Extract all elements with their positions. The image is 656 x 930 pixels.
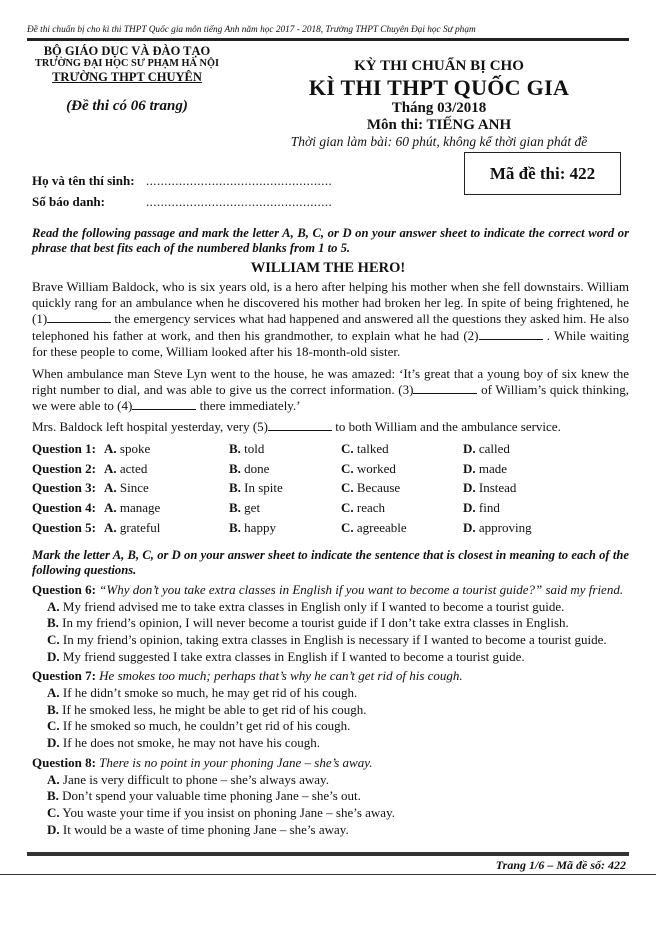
question-text: There is no point in your phoning Jane – she’s away.: [95, 754, 373, 770]
option-letter: B.: [47, 788, 59, 804]
passage-title: WILLIAM THE HERO!: [250, 260, 406, 276]
cloze-questions: [27, 439, 629, 538]
candidate-name-dots[interactable]: ...................................................: [146, 173, 333, 188]
option-text: My friend advised me to take extra classes in English only if I wanted to become a tourist guide.: [59, 598, 565, 614]
option-letter: D.: [463, 520, 476, 536]
passage-paragraph-1: [27, 279, 629, 360]
option-b[interactable]: [229, 518, 341, 538]
question-text: He smokes too much; perhaps that’s why he can’t get rid of his cough.: [95, 668, 463, 684]
header-note: Đề thi chuẩn bị cho kì thi THPT Quốc gia môn tiếng Anh năm học 2017 - 2018, Trường THPT Chuyên Đại học Sư phạm: [27, 25, 476, 35]
question-row-2: [32, 459, 629, 479]
question-label: Question 1:: [32, 440, 96, 456]
blank-3: [413, 382, 477, 394]
option-a[interactable]: [104, 439, 229, 459]
option-letter: D.: [47, 821, 60, 837]
candidate-fields-row: [27, 152, 629, 212]
option-text: spoke: [119, 440, 151, 456]
page-footer: Trang 1/6 – Mã đề số: 422: [495, 858, 626, 873]
blank-5: [268, 419, 332, 431]
blank-1: [47, 311, 111, 323]
option-b[interactable]: [229, 478, 341, 498]
option-c[interactable]: [341, 478, 463, 498]
question-row-1: [32, 439, 629, 459]
option-letter: D.: [463, 500, 476, 516]
exam-date: Tháng 03/2018: [391, 100, 487, 116]
option-b[interactable]: [32, 788, 629, 805]
option-letter: A.: [104, 440, 117, 456]
option-text: find: [478, 500, 500, 516]
option-c[interactable]: [32, 718, 629, 735]
option-d[interactable]: [32, 822, 629, 839]
header-row: [27, 44, 629, 150]
candidate-name-field[interactable]: [32, 170, 332, 191]
ministry-name: BỘ GIÁO DỤC VÀ ĐÀO TẠO: [43, 44, 211, 58]
option-text: acted: [119, 460, 148, 476]
option-text: Instead: [478, 480, 517, 496]
question-row-3: [32, 478, 629, 498]
question-stem: [32, 582, 629, 599]
option-text: approving: [478, 520, 532, 536]
option-a[interactable]: [32, 685, 629, 702]
option-text: In my friend’s opinion, I will never become a tourist guide if I don’t take extra classes in English.: [58, 615, 569, 631]
exam-code-box: Mã đề thi: 422: [464, 152, 621, 195]
option-letter: A.: [104, 480, 117, 496]
p1-text-b: the emergency services what had happened and answered all the questions they asked him. He also telephoned his father at work, and then his grandmother, to explain what he had (2): [32, 311, 629, 343]
option-letter: B.: [47, 615, 59, 631]
page-count-note: (Đề thi có 06 trang): [66, 98, 188, 114]
blank-2: [479, 328, 543, 340]
passage-paragraph-3: [27, 419, 629, 435]
option-a[interactable]: [32, 599, 629, 616]
option-text: If he smoked so much, he couldn’t get rid of his cough.: [59, 718, 351, 734]
option-text: agreeable: [356, 520, 407, 536]
option-d[interactable]: [32, 649, 629, 666]
option-letter: C.: [47, 804, 60, 820]
exam-heading: [259, 58, 619, 150]
option-letter: C.: [341, 500, 354, 516]
footer-edge-line: [0, 874, 656, 875]
option-text: Jane is very difficult to phone – she’s always away.: [59, 771, 329, 787]
candidate-name-label: Họ và tên thí sinh:: [32, 173, 135, 188]
question-text: “Why don’t you take extra classes in English if you want to become a tourist guide?” said my friend.: [95, 581, 624, 597]
blank-4: [132, 398, 196, 410]
p1-text-a: Brave William Baldock, who is six years old, is a hero after helping his mother when she fell downstairs. William quickly rang for an ambulance when he discovered his mother had broken her leg. In spite of being frightened, he (1): [32, 279, 629, 327]
option-text: Because: [356, 480, 401, 496]
option-letter: D.: [47, 735, 60, 751]
university-name: TRƯỜNG ĐẠI HỌC SƯ PHẠM HÀ NỘI: [34, 58, 219, 69]
option-letter: A.: [104, 520, 117, 536]
option-letter: D.: [47, 648, 60, 664]
candidate-id-field[interactable]: [32, 191, 332, 212]
option-letter: A.: [104, 500, 117, 516]
question-label: Question 2:: [32, 460, 96, 476]
option-letter: A.: [47, 685, 60, 701]
question-row-5: [32, 518, 629, 538]
school-name: TRƯỜNG THPT CHUYÊN: [52, 70, 202, 84]
option-text: In my friend’s opinion, taking extra classes in English is necessary if I wanted to become a tourist guide.: [59, 631, 607, 647]
option-c[interactable]: [341, 518, 463, 538]
footer-rule: [27, 852, 629, 856]
option-a[interactable]: [104, 498, 229, 518]
option-d[interactable]: [32, 735, 629, 752]
question-stem: [32, 668, 629, 685]
option-b[interactable]: [229, 439, 341, 459]
header-rule: [27, 38, 629, 41]
option-text: happy: [244, 520, 276, 536]
option-text: reach: [356, 500, 386, 516]
passage-paragraph-2: [27, 366, 629, 415]
option-text: In spite: [244, 480, 283, 496]
p3-text-b: to both William and the ambulance service.: [331, 418, 561, 434]
option-b[interactable]: [229, 498, 341, 518]
option-letter: D.: [463, 460, 476, 476]
exam-title: KÌ THI THPT QUỐC GIA: [308, 75, 570, 100]
option-text: manage: [119, 500, 161, 516]
option-letter: D.: [463, 480, 476, 496]
option-text: Don’t spend your valuable time phoning Jane – she’s out.: [58, 788, 361, 804]
question-8: [27, 755, 629, 839]
option-text: get: [244, 500, 261, 516]
exam-subtitle: KỲ THI CHUẨN BỊ CHO: [354, 58, 524, 74]
option-text: It would be a waste of time phoning Jane – she’s away.: [59, 821, 349, 837]
question-7: [27, 668, 629, 752]
question-label: Question 7:: [32, 668, 96, 684]
option-text: worked: [356, 460, 396, 476]
candidate-id-dots[interactable]: ...................................................: [146, 194, 333, 209]
option-text: called: [478, 440, 510, 456]
option-a[interactable]: [104, 518, 229, 538]
p2-text-a: When ambulance man Steve Lyn went to the house, he was amazed: ‘It’s great that a young boy of six knew the right number to dial, and was able to give us the correct information. (3): [32, 366, 629, 398]
option-letter: A.: [104, 460, 117, 476]
option-d[interactable]: [463, 478, 516, 498]
p2-text-b: of William’s quick thinking, we were able to (4): [32, 382, 629, 414]
option-letter: C.: [341, 480, 354, 496]
option-d[interactable]: [463, 518, 532, 538]
option-text: made: [478, 460, 508, 476]
option-text: My friend suggested I take extra classes in English if I wanted to become a tourist guide.: [59, 648, 525, 664]
option-b[interactable]: [32, 615, 629, 632]
option-text: Since: [119, 480, 149, 496]
option-text: grateful: [119, 520, 161, 536]
p2-text-c: there immediately.’: [196, 398, 301, 414]
option-letter: B.: [47, 701, 59, 717]
option-letter: A.: [47, 598, 60, 614]
option-text: You waste your time if you insist on phoning Jane – she’s away.: [59, 804, 395, 820]
option-text: If he didn’t smoke so much, he may get rid of his cough.: [59, 685, 358, 701]
option-d[interactable]: [463, 439, 510, 459]
question-label: Question 6:: [32, 581, 96, 597]
option-letter: C.: [341, 460, 354, 476]
question-label: Question 8:: [32, 754, 96, 770]
option-c[interactable]: [341, 459, 463, 479]
option-a[interactable]: [104, 459, 229, 479]
option-letter: B.: [229, 440, 241, 456]
option-text: If he does not smoke, he may not have his cough.: [59, 735, 320, 751]
option-letter: D.: [463, 440, 476, 456]
exam-duration: Thời gian làm bài: 60 phút, không kể thời gian phát đề: [290, 134, 588, 149]
organization-block: [27, 44, 227, 115]
question-label: Question 5:: [32, 520, 96, 536]
option-text: done: [244, 460, 270, 476]
section2-instruction: Mark the letter A, B, C, or D on your answer sheet to indicate the sentence that is closest in meaning to each of the following questions.: [32, 547, 629, 577]
option-letter: B.: [229, 460, 241, 476]
p3-text-a: Mrs. Baldock left hospital yesterday, very (5): [32, 418, 268, 434]
option-c[interactable]: [341, 498, 463, 518]
option-d[interactable]: [463, 498, 500, 518]
option-b[interactable]: [32, 702, 629, 719]
option-c[interactable]: [32, 632, 629, 649]
candidate-fields: [32, 152, 332, 212]
option-c[interactable]: [341, 439, 463, 459]
option-d[interactable]: [463, 459, 507, 479]
question-row-4: [32, 498, 629, 518]
candidate-id-label: Số báo danh:: [32, 194, 105, 209]
option-a[interactable]: [104, 478, 229, 498]
option-c[interactable]: [32, 805, 629, 822]
question-stem: [32, 755, 629, 772]
option-letter: C.: [47, 631, 60, 647]
option-letter: C.: [341, 520, 354, 536]
section1-instruction: Read the following passage and mark the letter A, B, C, or D on your answer sheet to indicate the correct word or phrase that best fits each of the numbered blanks from 1 to 5.: [32, 226, 629, 255]
option-letter: B.: [229, 500, 241, 516]
option-text: told: [244, 440, 265, 456]
option-letter: C.: [47, 718, 60, 734]
question-label: Question 3:: [32, 480, 96, 496]
option-letter: B.: [229, 480, 241, 496]
option-b[interactable]: [229, 459, 341, 479]
question-label: Question 4:: [32, 500, 96, 516]
option-a[interactable]: [32, 772, 629, 789]
option-text: talked: [356, 440, 389, 456]
exam-subject: Môn thi: TIẾNG ANH: [366, 117, 512, 133]
question-6: [27, 582, 629, 666]
p1-text-c: . While waiting for these people to come, William looked after his 18-month-old sister.: [32, 327, 629, 359]
option-text: If he smoked less, he might be able to get rid of his cough.: [58, 701, 367, 717]
option-letter: B.: [229, 520, 241, 536]
option-letter: A.: [47, 771, 60, 787]
option-letter: C.: [341, 440, 354, 456]
